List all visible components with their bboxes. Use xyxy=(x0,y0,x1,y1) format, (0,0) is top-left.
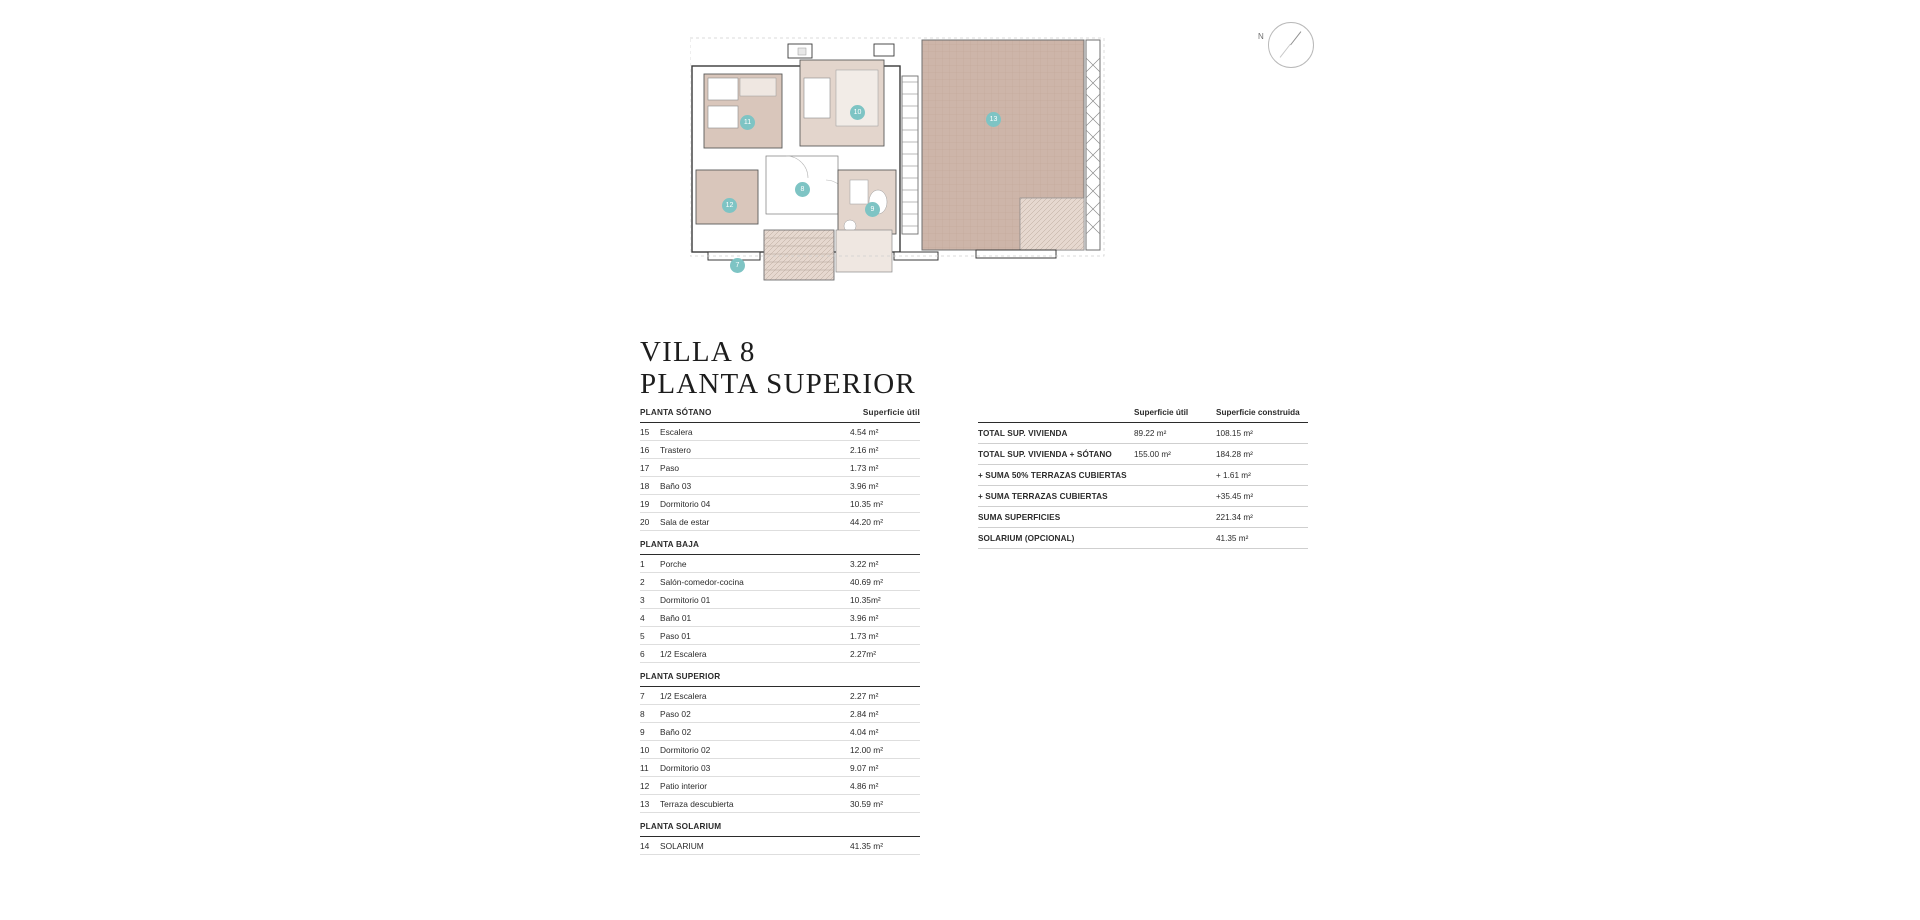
totals-row xyxy=(978,465,1308,486)
row-number: 18 xyxy=(640,481,650,491)
surface-schedule-table xyxy=(640,408,920,855)
row-number: 8 xyxy=(640,709,645,719)
row-number: 15 xyxy=(640,427,650,437)
section-header-baja xyxy=(640,531,920,555)
room-badge: 12 xyxy=(722,198,737,213)
table-row xyxy=(640,777,920,795)
row-number: 4 xyxy=(640,613,645,623)
totals-row xyxy=(978,444,1308,465)
section-header-superior xyxy=(640,663,920,687)
row-value: 44.20 m² xyxy=(850,517,884,527)
totals-row-label: TOTAL SUP. VIVIENDA xyxy=(978,429,1068,438)
row-value: 4.86 m² xyxy=(850,781,879,791)
table-row xyxy=(640,423,920,441)
totals-row xyxy=(978,423,1308,444)
room-badge: 9 xyxy=(865,202,880,217)
totals-row-label: + SUMA 50% TERRAZAS CUBIERTAS xyxy=(978,471,1127,480)
table-row xyxy=(640,705,920,723)
row-value: 10.35 m² xyxy=(850,499,884,509)
table-row xyxy=(640,441,920,459)
room-badge: 13 xyxy=(986,112,1001,127)
room-badge: 7 xyxy=(730,258,745,273)
row-number: 16 xyxy=(640,445,650,455)
totals-row-construida: 41.35 m² xyxy=(1216,534,1249,543)
section-solarium xyxy=(640,837,920,855)
row-value: 4.54 m² xyxy=(850,427,879,437)
section-sotano xyxy=(640,423,920,531)
totals-row-label: + SUMA TERRAZAS CUBIERTAS xyxy=(978,492,1108,501)
totals-row-construida: +35.45 m² xyxy=(1216,492,1254,501)
row-number: 12 xyxy=(640,781,650,791)
table-row xyxy=(640,609,920,627)
row-name: SOLARIUM xyxy=(660,841,704,851)
table-row xyxy=(640,459,920,477)
title-floor: PLANTA SUPERIOR xyxy=(640,368,916,400)
row-value: 2.27 m² xyxy=(850,691,879,701)
table-row xyxy=(640,573,920,591)
row-name: 1/2 Escalera xyxy=(660,649,707,659)
totals-table xyxy=(978,408,1308,549)
compass-label: N xyxy=(1258,32,1265,41)
totals-row-util: 89.22 m² xyxy=(1134,429,1167,438)
row-name: Dormitorio 01 xyxy=(660,595,711,605)
title-villa: VILLA 8 xyxy=(640,336,756,368)
floorplan-drawing xyxy=(690,30,1220,290)
totals-row-construida: + 1.61 m² xyxy=(1216,471,1251,480)
row-value: 3.96 m² xyxy=(850,613,879,623)
totals-row-label: SUMA SUPERFICIES xyxy=(978,513,1061,522)
table-row xyxy=(640,723,920,741)
row-value: 3.96 m² xyxy=(850,481,879,491)
row-number: 9 xyxy=(640,727,645,737)
table-row xyxy=(640,645,920,663)
totals-row-construida: 221.34 m² xyxy=(1216,513,1253,522)
table-row xyxy=(640,837,920,855)
row-name: Dormitorio 04 xyxy=(660,499,711,509)
totals-row xyxy=(978,507,1308,528)
totals-row-construida: 184.28 m² xyxy=(1216,450,1253,459)
section-superior xyxy=(640,687,920,813)
totals-row xyxy=(978,486,1308,507)
row-name: Dormitorio 03 xyxy=(660,763,711,773)
row-value: 1.73 m² xyxy=(850,631,879,641)
header-surface-label: Superficie útil xyxy=(862,408,920,417)
row-name: Paso 01 xyxy=(660,631,691,641)
row-value: 12.00 m² xyxy=(850,745,884,755)
floorplan-svg xyxy=(690,30,1220,290)
row-number: 3 xyxy=(640,595,645,605)
row-value: 4.04 m² xyxy=(850,727,879,737)
totals-header-util: Superficie útil xyxy=(1134,408,1189,417)
table-row xyxy=(640,627,920,645)
compass-icon xyxy=(1268,22,1314,68)
row-value: 30.59 m² xyxy=(850,799,884,809)
table-row xyxy=(640,513,920,531)
row-number: 20 xyxy=(640,517,650,527)
section-header-solarium xyxy=(640,813,920,837)
row-name: Salón-comedor-cocina xyxy=(660,577,744,587)
table-row xyxy=(640,495,920,513)
table-row xyxy=(640,741,920,759)
row-value: 41.35 m² xyxy=(850,841,884,851)
totals-header-row xyxy=(978,408,1308,423)
row-value: 2.16 m² xyxy=(850,445,879,455)
row-name: Baño 03 xyxy=(660,481,692,491)
totals-header-spacer xyxy=(978,408,1134,417)
table-row xyxy=(640,759,920,777)
room-badge: 8 xyxy=(795,182,810,197)
table-header-row xyxy=(640,408,920,423)
row-value: 40.69 m² xyxy=(850,577,884,587)
compass-needle-north xyxy=(1290,31,1301,45)
row-value: 3.22 m² xyxy=(850,559,879,569)
row-name: 1/2 Escalera xyxy=(660,691,707,701)
table-row xyxy=(640,477,920,495)
section-label: PLANTA SUPERIOR xyxy=(640,672,721,681)
row-name: Escalera xyxy=(660,427,693,437)
table-row xyxy=(640,591,920,609)
row-number: 5 xyxy=(640,631,645,641)
row-number: 14 xyxy=(640,841,650,851)
table-row xyxy=(640,795,920,813)
section-label: PLANTA BAJA xyxy=(640,540,700,549)
row-number: 2 xyxy=(640,577,645,587)
row-name: Trastero xyxy=(660,445,691,455)
row-name: Baño 01 xyxy=(660,613,692,623)
row-number: 7 xyxy=(640,691,645,701)
totals-header-construida: Superficie construida xyxy=(1216,408,1300,417)
row-number: 6 xyxy=(640,649,645,659)
row-number: 13 xyxy=(640,799,650,809)
row-name: Patio interior xyxy=(660,781,708,791)
section-baja xyxy=(640,555,920,663)
row-number: 19 xyxy=(640,499,650,509)
row-name: Dormitorio 02 xyxy=(660,745,711,755)
row-value: 1.73 m² xyxy=(850,463,879,473)
row-value: 2.27m² xyxy=(850,649,877,659)
row-name: Paso xyxy=(660,463,680,473)
page-title xyxy=(640,336,916,400)
totals-row-label: SOLARIUM (OPCIONAL) xyxy=(978,534,1075,543)
row-number: 17 xyxy=(640,463,650,473)
row-number: 11 xyxy=(640,763,649,773)
table-row xyxy=(640,687,920,705)
row-value: 2.84 m² xyxy=(850,709,879,719)
totals-row-construida: 108.15 m² xyxy=(1216,429,1253,438)
header-section-label: PLANTA SÓTANO xyxy=(640,408,712,417)
table-row xyxy=(640,555,920,573)
row-number: 10 xyxy=(640,745,650,755)
room-badge: 11 xyxy=(740,115,755,130)
totals-row-util: 155.00 m² xyxy=(1134,450,1171,459)
totals-row xyxy=(978,528,1308,549)
row-name: Baño 02 xyxy=(660,727,692,737)
row-value: 9.07 m² xyxy=(850,763,879,773)
compass-needle-south xyxy=(1280,44,1291,58)
row-name: Porche xyxy=(660,559,687,569)
row-name: Paso 02 xyxy=(660,709,691,719)
row-value: 10.35m² xyxy=(850,595,881,605)
section-label: PLANTA SOLARIUM xyxy=(640,822,722,831)
row-name: Terraza descubierta xyxy=(660,799,734,809)
totals-row-label: TOTAL SUP. VIVIENDA + SÓTANO xyxy=(978,450,1112,459)
row-name: Sala de estar xyxy=(660,517,710,527)
row-number: 1 xyxy=(640,559,645,569)
room-badge: 10 xyxy=(850,105,865,120)
